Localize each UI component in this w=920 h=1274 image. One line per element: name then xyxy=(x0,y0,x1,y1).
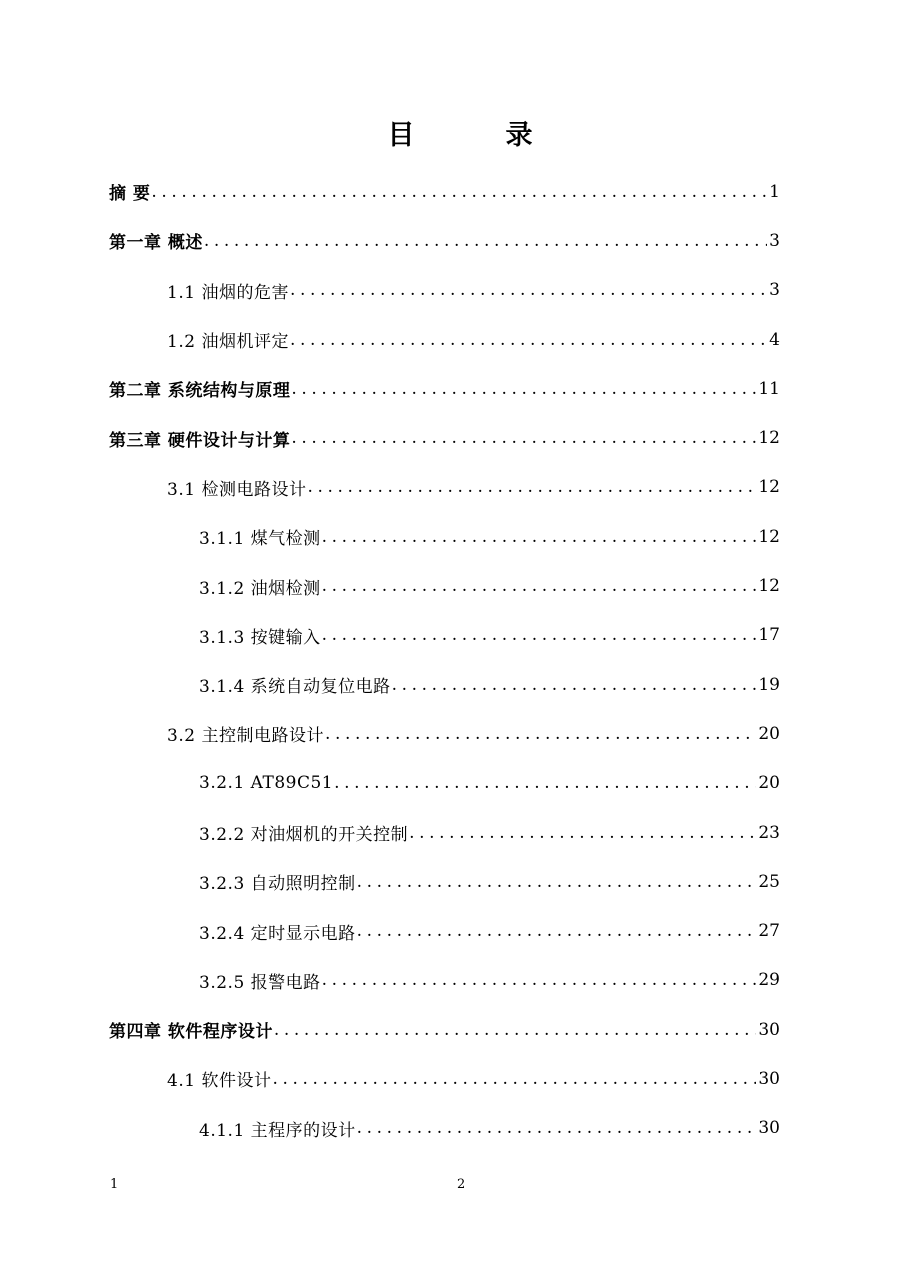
toc-entry[interactable] xyxy=(0,561,920,610)
toc-entry-title: 3.1.3 按键输入 xyxy=(199,627,321,648)
toc-entry-page-number: 3 xyxy=(769,280,780,301)
toc-entry[interactable] xyxy=(0,611,920,660)
toc-entry-page-number: 12 xyxy=(758,576,780,597)
toc-entry[interactable] xyxy=(0,364,920,413)
toc-entry-title: 1.1 油烟的危害 xyxy=(167,282,289,303)
dot-leader xyxy=(291,379,778,399)
toc-entry[interactable] xyxy=(0,413,920,462)
toc-entry-title: 3.2.4 定时显示电路 xyxy=(199,923,356,944)
toc-entry[interactable] xyxy=(0,266,920,315)
toc-entry[interactable] xyxy=(0,857,920,906)
dot-leader xyxy=(290,280,778,300)
dot-leader xyxy=(272,1069,778,1089)
dot-leader xyxy=(151,182,778,202)
toc-entry-title: 3.1.1 煤气检测 xyxy=(199,529,321,550)
toc-entry-page-number: 23 xyxy=(758,822,780,843)
dot-leader xyxy=(322,527,778,547)
toc-entry-page-number: 1 xyxy=(769,181,780,202)
toc-entry-title: 3.2.5 报警电路 xyxy=(199,972,321,993)
toc-entry-page-number: 25 xyxy=(758,871,780,892)
toc-entry-page-number: 29 xyxy=(758,970,780,991)
toc-entry[interactable] xyxy=(0,906,920,955)
dot-leader xyxy=(409,823,778,843)
toc-entry-title: 4.1 软件设计 xyxy=(167,1071,272,1092)
footer-left-number: 1 xyxy=(110,1177,119,1192)
toc-entry-page-number: 17 xyxy=(758,625,780,646)
toc-entry[interactable] xyxy=(0,660,920,709)
toc-entry-page-number: 12 xyxy=(758,428,780,449)
table-of-contents xyxy=(0,167,920,1153)
dot-leader xyxy=(392,675,778,695)
toc-entry-page-number: 19 xyxy=(758,674,780,695)
dot-leader xyxy=(274,1020,778,1040)
toc-entry-title: 3.2 主控制电路设计 xyxy=(167,726,324,747)
toc-entry[interactable] xyxy=(0,759,920,808)
toc-entry-page-number: 30 xyxy=(758,1019,780,1040)
toc-entry[interactable] xyxy=(0,216,920,265)
dot-leader xyxy=(307,477,778,497)
toc-entry-page-number: 4 xyxy=(769,329,780,350)
dot-leader xyxy=(357,921,778,941)
dot-leader xyxy=(334,773,778,793)
footer-page-number: 2 xyxy=(457,1177,466,1192)
toc-entry-page-number: 30 xyxy=(758,1068,780,1089)
toc-entry-title: 3.2.1 AT89C51 xyxy=(199,773,334,794)
dot-leader xyxy=(290,330,778,350)
toc-entry-title: 3.2.3 自动照明控制 xyxy=(199,874,356,895)
toc-entry-title: 第二章 系统结构与原理 xyxy=(109,381,291,402)
toc-entry-page-number: 30 xyxy=(758,1118,780,1139)
toc-entry[interactable] xyxy=(0,315,920,364)
toc-entry[interactable] xyxy=(0,167,920,216)
toc-entry-page-number: 3 xyxy=(769,230,780,251)
dot-leader xyxy=(322,970,778,990)
toc-entry[interactable] xyxy=(0,1054,920,1103)
toc-entry-title: 1.2 油烟机评定 xyxy=(167,332,289,353)
dot-leader xyxy=(204,231,778,251)
toc-entry[interactable] xyxy=(0,1005,920,1054)
page-title: 目 录 xyxy=(387,120,565,151)
toc-entry-title: 3.2.2 对油烟机的开关控制 xyxy=(199,825,409,845)
toc-entry-title: 第一章 概述 xyxy=(109,233,203,254)
toc-entry[interactable] xyxy=(0,956,920,1005)
toc-entry-title: 3.1.2 油烟检测 xyxy=(199,578,321,599)
dot-leader xyxy=(325,724,778,744)
dot-leader xyxy=(357,1118,778,1138)
toc-entry-title: 第四章 软件程序设计 xyxy=(109,1022,273,1043)
dot-leader xyxy=(322,625,778,645)
toc-entry[interactable] xyxy=(0,709,920,758)
dot-leader xyxy=(357,872,778,892)
toc-entry-page-number: 12 xyxy=(758,526,780,547)
toc-entry-title: 摘 要 xyxy=(109,184,151,205)
toc-entry-page-number: 20 xyxy=(758,773,780,794)
toc-entry[interactable] xyxy=(0,463,920,512)
dot-leader xyxy=(322,576,778,596)
toc-entry-title: 3.1.4 系统自动复位电路 xyxy=(199,677,391,698)
toc-entry[interactable] xyxy=(0,808,920,857)
toc-entry-title: 3.1 检测电路设计 xyxy=(167,479,307,500)
toc-entry-page-number: 11 xyxy=(758,378,780,399)
toc-entry-page-number: 27 xyxy=(758,921,780,942)
dot-leader xyxy=(291,428,778,448)
toc-entry-title: 4.1.1 主程序的设计 xyxy=(199,1120,356,1141)
toc-entry-title: 第三章 硬件设计与计算 xyxy=(109,430,291,451)
toc-entry[interactable] xyxy=(0,512,920,561)
toc-entry[interactable] xyxy=(0,1104,920,1153)
toc-entry-page-number: 20 xyxy=(758,723,780,744)
toc-entry-page-number: 12 xyxy=(758,477,780,498)
